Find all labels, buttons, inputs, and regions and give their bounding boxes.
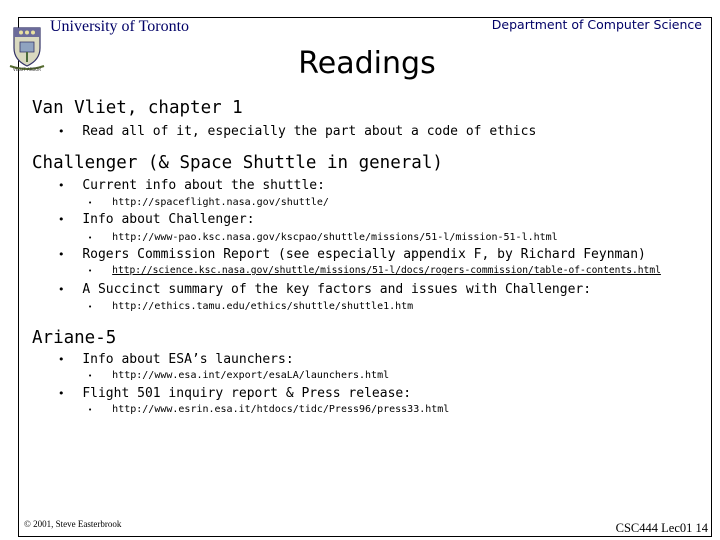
sub-list-item xyxy=(88,301,413,312)
bullet: • xyxy=(58,353,65,366)
bullet: • xyxy=(88,199,93,207)
list-item xyxy=(58,124,536,139)
sub-list-item xyxy=(88,232,558,243)
list-item-text: Info about Challenger: xyxy=(82,212,255,227)
svg-text:VELUT ARBOR: VELUT ARBOR xyxy=(12,67,42,72)
section-heading-challenger: Challenger (& Space Shuttle in general) xyxy=(32,153,443,173)
bullet: • xyxy=(88,234,93,242)
slide-frame xyxy=(18,17,712,537)
list-item xyxy=(58,178,325,193)
rogers-report-link[interactable]: http://science.ksc.nasa.gov/shuttle/missions/51-l/docs/rogers-commission/table-of-contents.html xyxy=(112,265,661,276)
sub-list-item xyxy=(88,197,329,208)
copyright-footer: © 2001, Steve Easterbrook xyxy=(24,519,122,529)
bullet: • xyxy=(88,303,93,311)
list-item-text: Info about ESA’s launchers: xyxy=(82,352,294,367)
sub-list-item xyxy=(88,265,661,276)
list-item xyxy=(58,212,255,227)
list-item xyxy=(58,386,411,401)
bullet: • xyxy=(58,387,65,400)
flight-501-report-link[interactable]: http://www.esrin.esa.it/htdocs/tidc/Press96/press33.html xyxy=(112,404,450,415)
esa-launchers-link[interactable]: http://www.esa.int/export/esaLA/launchers.html xyxy=(112,370,390,381)
list-item-text: Read all of it, especially the part about a code of ethics xyxy=(82,124,537,139)
bullet: • xyxy=(58,213,65,226)
list-item xyxy=(58,352,294,367)
slide-title: Readings xyxy=(298,46,436,81)
list-item-text: Rogers Commission Report (see especially appendix F, by Richard Feynman) xyxy=(82,247,646,262)
bullet: • xyxy=(88,267,93,275)
list-item xyxy=(58,247,646,262)
sub-list-item xyxy=(88,404,449,415)
department-name: Department of Computer Science xyxy=(491,17,702,32)
course-slide-number: CSC444 Lec01 14 xyxy=(615,521,708,535)
bullet: • xyxy=(58,283,65,296)
list-item xyxy=(58,282,591,297)
bullet: • xyxy=(88,372,93,380)
sub-list-item xyxy=(88,370,389,381)
bullet: • xyxy=(58,248,65,261)
bullet: • xyxy=(58,125,65,138)
bullet: • xyxy=(88,406,93,414)
section-heading-ariane: Ariane-5 xyxy=(32,328,117,348)
bullet: • xyxy=(58,179,65,192)
list-item-text: Flight 501 inquiry report & Press release: xyxy=(82,386,412,401)
list-item-text: A Succinct summary of the key factors and issues with Challenger: xyxy=(82,282,592,297)
section-heading-van-vliet: Van Vliet, chapter 1 xyxy=(32,98,243,118)
shuttle-info-link[interactable]: http://spaceflight.nasa.gov/shuttle/ xyxy=(112,197,329,208)
university-name: University of Toronto xyxy=(50,18,190,35)
list-item-text: Current info about the shuttle: xyxy=(82,178,325,193)
ethics-summary-link[interactable]: http://ethics.tamu.edu/ethics/shuttle/shuttle1.htm xyxy=(112,301,414,312)
challenger-info-link[interactable]: http://www-pao.ksc.nasa.gov/kscpao/shuttle/missions/51-l/mission-51-l.html xyxy=(112,232,558,243)
